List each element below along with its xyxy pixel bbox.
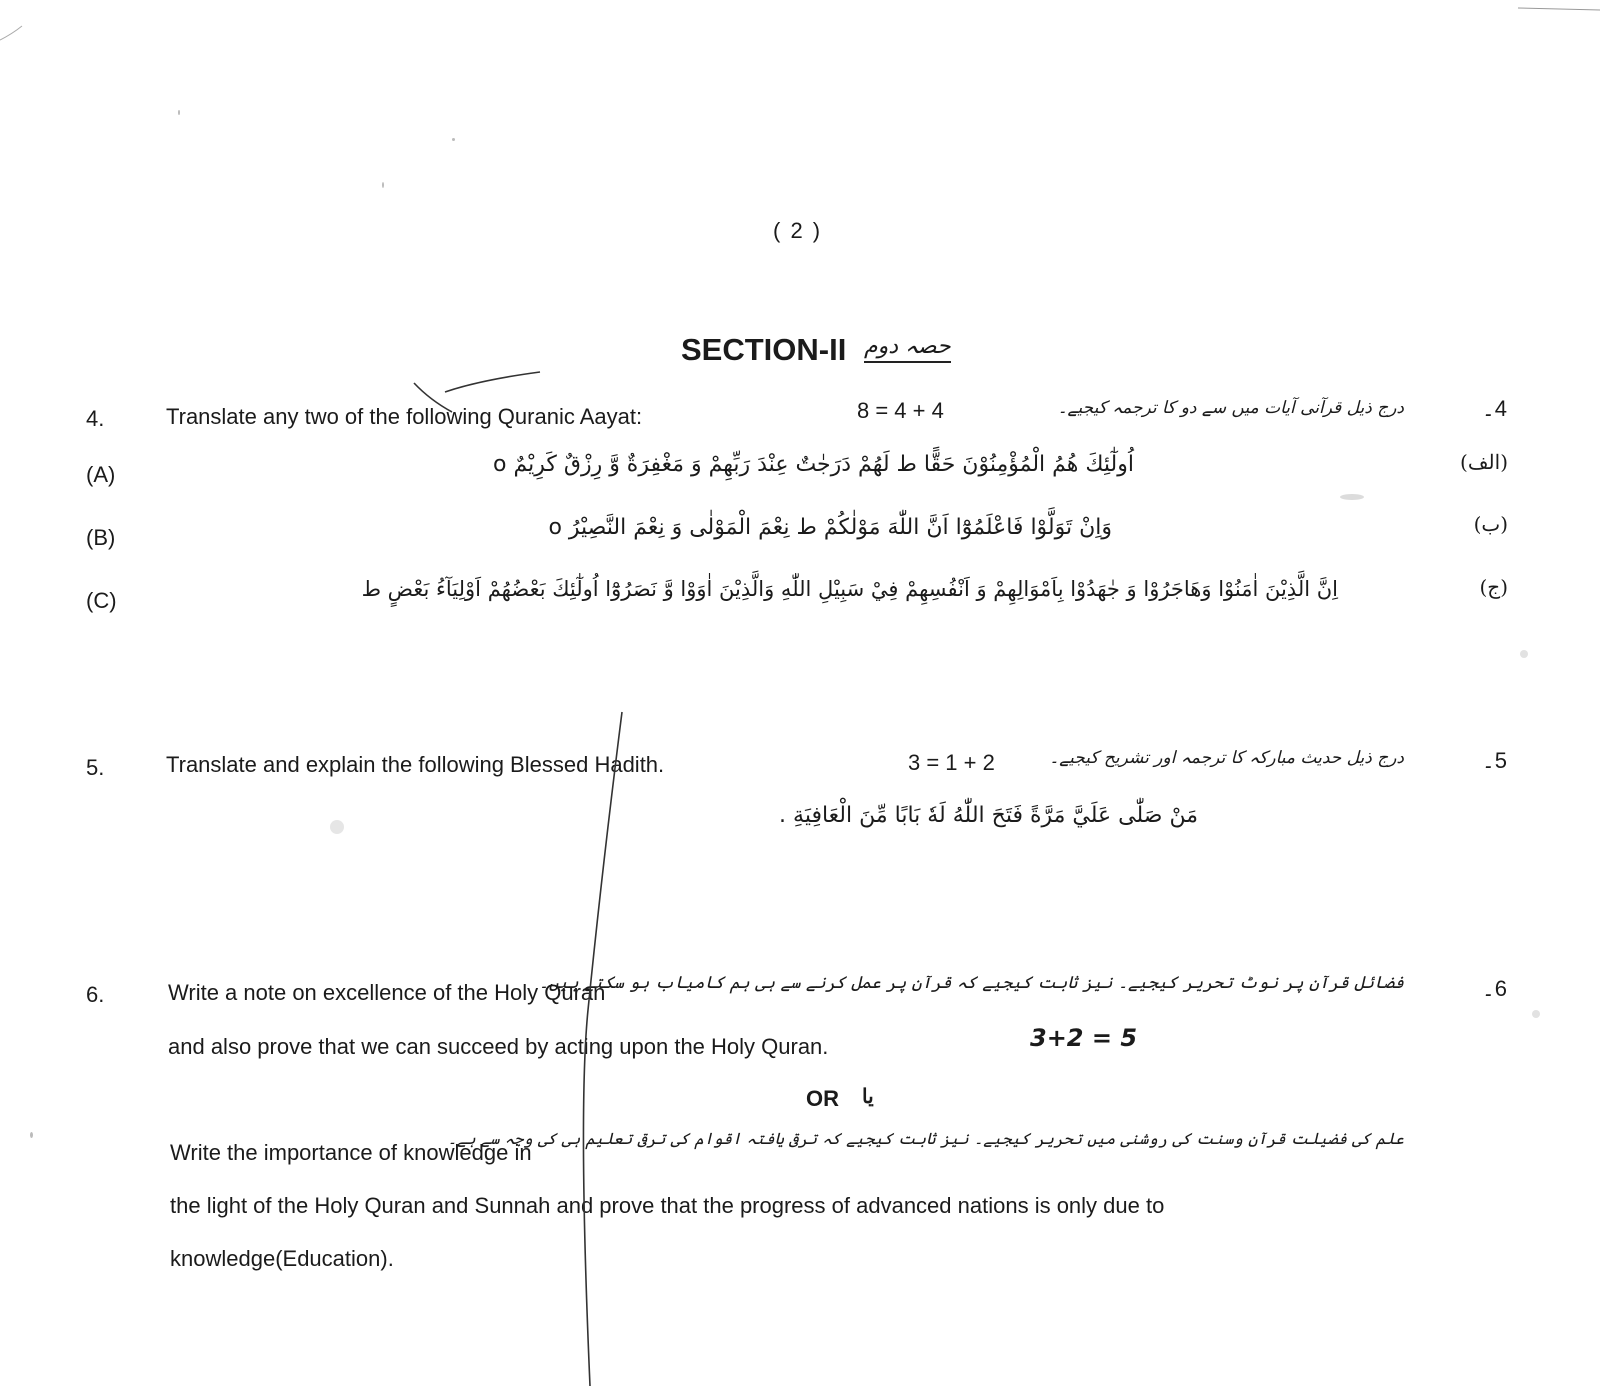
question-5-text: Translate and explain the following Blessed Hadith. [166, 752, 665, 777]
question-5-number-urdu: 5۔ [1481, 748, 1507, 773]
edge-scan-mark [1518, 8, 1600, 10]
or-label: OR [806, 1086, 839, 1111]
question-4-marks: 8 = 4 + 4 [857, 398, 944, 423]
ayah-b-text: وَاِنْ تَوَلَّوْا فَاعْلَمُوْٓا اَنَّ اللّٰهَ مَوْلٰكُمْ ط نِعْمَ الْمَوْلٰى وَ نِعْمَ النَّصِيْرُ o [548, 515, 1112, 540]
ayah-b-label: (B) [86, 525, 116, 550]
question-6-number: 6. [86, 982, 105, 1007]
scan-speck [1532, 1010, 1540, 1018]
section-title: SECTION-II [681, 332, 847, 367]
question-6-line-2: and also prove that we can succeed by acting upon the Holy Quran. [168, 1034, 829, 1059]
ayah-a-label: (A) [86, 462, 116, 487]
alternative-line-1: Write the importance of knowledge in [170, 1140, 532, 1165]
scan-speck [330, 820, 344, 834]
corner-scan-mark [0, 26, 22, 40]
hadith-text: مَنْ صَلّٰى عَلَيَّ مَرَّةً فَتَحَ اللّٰهُ لَهٗ بَابًا مِّنَ الْعَافِيَةِ . [779, 803, 1198, 828]
alternative-line-2: the light of the Holy Quran and Sunnah and prove that the progress of advanced nations is only due to [170, 1193, 1165, 1218]
page-number: ( 2 ) [773, 218, 823, 243]
ayah-c-text: اِنَّ الَّذِيْنَ اٰمَنُوْا وَهَاجَرُوْا وَ جٰهَدُوْا بِاَمْوَالِهِمْ وَ اَنْفُسِهِمْ فِيْ سَبِيْلِ اللّٰهِ وَالَّذِيْنَ اٰوَوْا وَّ نَصَرُوْٓا اُولٰٓئِكَ بَعْضُهُمْ اَوْلِيَآءُ بَعْضٍ ط [361, 577, 1338, 601]
scan-speck [178, 110, 180, 115]
question-6-line-1: Write a note on excellence of the Holy Quran [168, 980, 606, 1005]
or-label-urdu: یا [862, 1084, 874, 1108]
ayah-b-label-urdu: (ب) [1473, 512, 1508, 536]
handwritten-marks: 3+2 = 5 [1030, 1024, 1138, 1052]
question-5-number: 5. [86, 755, 105, 780]
question-4-text-urdu: درج ذیل قرآنی آیات میں سے دو کا ترجمہ کیجیے۔ [1057, 398, 1404, 418]
question-4-number: 4. [86, 406, 105, 431]
section-title-urdu: حصہ دوم [864, 334, 951, 363]
strike-pen-stroke [445, 372, 540, 392]
question-4-text: Translate any two of the following Quranic Aayat: [166, 404, 643, 429]
ayah-a-label-urdu: (الف) [1460, 450, 1508, 474]
question-6-text-urdu: فضائل قرآن پر نوٹ تحریر کیجیے۔ نیز ثابت کیجیے کہ قرآن پر عمل کرنے سے ہی ہم کامیاب ہو سکتے ہیں۔ [538, 973, 1404, 993]
scan-speck [1340, 494, 1364, 500]
question-5-marks: 3 = 1 + 2 [908, 750, 995, 775]
alternative-text-urdu: علم کی فضیلت قرآن وسنت کی روشنی میں تحریر کیجیے۔ نیز ثابت کیجیے کہ ترقی یافتہ اقوام کی ترقی تعلیم ہی کی وجہ سے ہے۔ [447, 1129, 1404, 1148]
question-6-number-urdu: 6۔ [1481, 976, 1507, 1001]
check-pen-stroke [414, 383, 452, 412]
ayah-c-label: (C) [86, 588, 117, 613]
margin-pen-stroke [583, 712, 622, 1386]
ayah-a-text: اُولٰٓئِكَ هُمُ الْمُؤْمِنُوْنَ حَقًّا ط لَهُمْ دَرَجٰتٌ عِنْدَ رَبِّهِمْ وَ مَغْفِرَةٌ وَّ رِزْقٌ كَرِيْمٌ o [493, 452, 1134, 477]
ayah-c-label-urdu: (ج) [1479, 575, 1508, 599]
scan-speck [30, 1132, 33, 1138]
scan-speck [382, 182, 384, 188]
question-4-number-urdu: 4۔ [1481, 396, 1507, 421]
scan-speck [1520, 650, 1528, 658]
scan-speck [452, 138, 455, 141]
alternative-line-3: knowledge(Education). [170, 1246, 394, 1271]
question-5-text-urdu: درج ذیل حدیث مبارکہ کا ترجمہ اور تشریح کیجیے۔ [1049, 748, 1404, 768]
